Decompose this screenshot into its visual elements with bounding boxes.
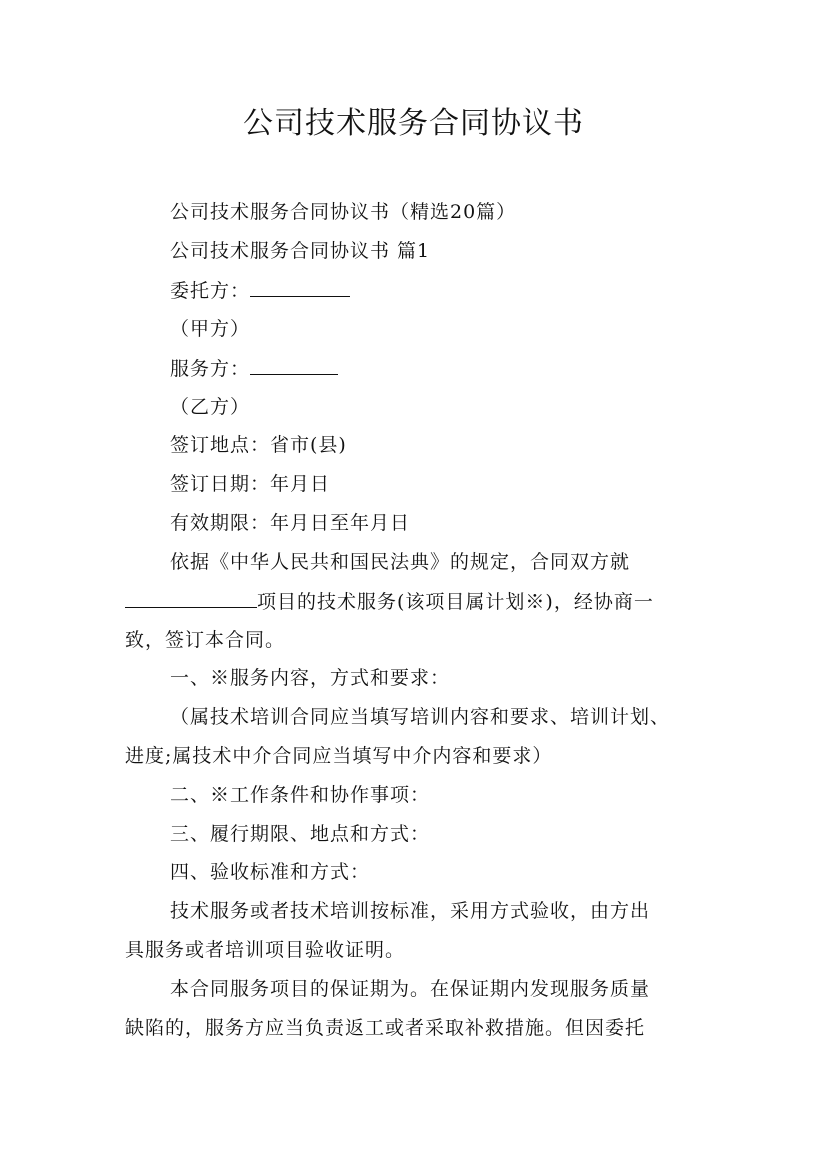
provider-blank [250, 354, 338, 375]
provider-line [170, 354, 338, 383]
signing-date-line: 签订日期：年月日 [170, 473, 331, 495]
party-b-line: （乙方） [170, 396, 251, 418]
party-a-line: （甲方） [170, 318, 251, 340]
body-line: 缺陷的，服务方应当负责返工或者采取补救措施。但因委托 [125, 1017, 646, 1039]
body-line: 依据《中华人民共和国民法典》的规定，合同双方就 [170, 551, 631, 573]
body-line: 本合同服务项目的保证期为。在保证期内发现服务质量 [170, 978, 651, 1000]
provider-label: 服务方： [170, 358, 251, 380]
clause-heading-1: 一、※服务内容，方式和要求： [170, 667, 451, 689]
subtitle-line: 公司技术服务合同协议书（精选20篇） [170, 201, 517, 223]
body-line [125, 587, 654, 616]
client-label: 委托方： [170, 280, 251, 302]
clause-heading-2: 二、※工作条件和协作事项： [170, 784, 431, 806]
body-line: （属技术培训合同应当填写培训内容和要求、培训计划、 [170, 706, 671, 728]
clause-heading-4: 四、验收标准和方式： [170, 861, 371, 883]
clause-heading-3: 三、履行期限、地点和方式： [170, 823, 431, 845]
body-line: 技术服务或者技术培训按标准，采用方式验收，由方出 [170, 900, 651, 922]
client-line [170, 276, 350, 305]
document-title: 公司技术服务合同协议书 [243, 106, 584, 141]
project-blank [125, 587, 257, 608]
body-line: 致，签订本合同。 [125, 629, 286, 651]
body-line: 具服务或者培训项目验收证明。 [125, 939, 406, 961]
project-text: 项目的技术服务(该项目属计划※)，经协商一 [257, 591, 654, 613]
section-heading: 公司技术服务合同协议书 篇1 [170, 240, 431, 262]
client-blank [250, 276, 350, 297]
body-line: 进度;属技术中介合同应当填写中介内容和要求） [125, 745, 553, 767]
signing-place-line: 签订地点：省市(县) [170, 434, 347, 456]
validity-line: 有效期限：年月日至年月日 [170, 512, 411, 534]
